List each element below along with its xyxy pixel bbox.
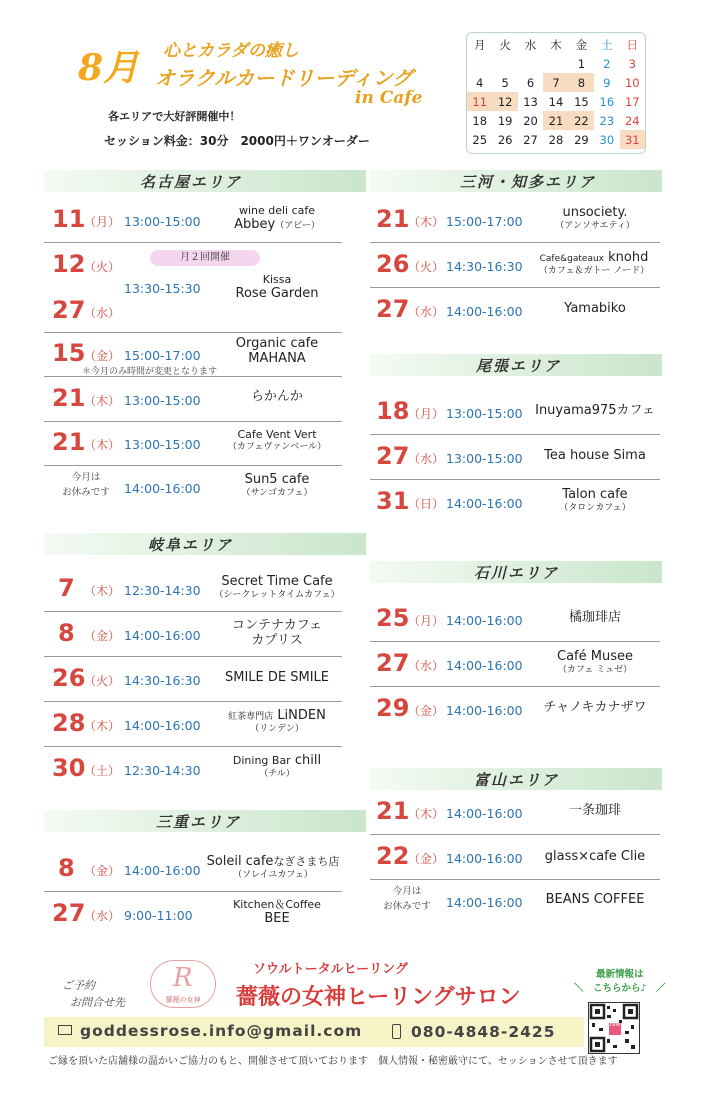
date-number: 21 <box>52 384 86 412</box>
venue <box>530 302 660 317</box>
phone-number[interactable]: 080-4848-2425 <box>411 1023 556 1041</box>
schedule-row <box>44 893 342 937</box>
cal-day: 7 <box>543 73 568 92</box>
section-ishikawa <box>370 561 662 583</box>
section-title: 尾張エリア <box>476 357 562 375</box>
venue <box>212 390 342 405</box>
venue <box>212 754 342 779</box>
cal-day <box>518 54 543 73</box>
schedule-row <box>44 703 342 747</box>
off-note <box>372 884 442 914</box>
time-range: 13:00-15:00 <box>124 214 201 229</box>
venue-kana: （カフェ ミュゼ） <box>557 664 633 675</box>
date-number: 21 <box>52 428 86 456</box>
cal-day: 15 <box>574 94 589 109</box>
soul-healing-label: ソウルトータルヒーリング <box>253 962 408 977</box>
venue-name: knohd <box>608 250 649 265</box>
time-range: 14:00-16:00 <box>446 851 523 866</box>
cal-day: 11 <box>467 92 492 111</box>
schedule-row <box>44 748 342 792</box>
venue-kana: （カフェ＆ガトー ノード） <box>538 265 650 276</box>
venue <box>530 893 660 908</box>
phone-contact[interactable] <box>392 1022 556 1041</box>
venue-kana: （シークレットタイムカフェ） <box>214 589 340 600</box>
venue <box>530 850 660 865</box>
weekday: （水） <box>408 305 445 319</box>
subtitle-price: セッション料金：30分 2000円＋ワンオーダー <box>104 134 370 148</box>
latest-line: ＼ こちらから♪ ／ <box>574 983 666 995</box>
cal-day: 17 <box>624 94 640 109</box>
venue <box>530 404 660 419</box>
time-range: 14:30-16:30 <box>124 673 201 688</box>
venue-line: wine deli cafe <box>238 204 316 217</box>
venue-kana: （アビー） <box>275 220 320 231</box>
venue-name: LiNDEN <box>277 708 326 723</box>
venue-name: カプリス <box>251 632 303 648</box>
venue <box>530 488 660 513</box>
schedule-row <box>370 598 660 642</box>
schedule-row <box>370 791 660 835</box>
weekday: （日） <box>408 497 445 511</box>
time-range: 14:00-16:00 <box>446 895 523 910</box>
date-number: 15 <box>52 339 86 367</box>
venue-name: chill <box>294 753 322 768</box>
section-title: 名古屋エリア <box>140 173 243 191</box>
cal-day: 27 <box>523 132 538 147</box>
cal-day: 8 <box>569 73 594 92</box>
time-range: 13:30-15:30 <box>124 281 201 296</box>
time-range: 15:00-17:00 <box>446 214 523 229</box>
venue-name: Rose Garden <box>235 285 319 301</box>
venue-line: Kitchen＆Coffee <box>233 898 321 911</box>
weekday: （木） <box>84 394 121 408</box>
cal-dow: 金 <box>575 37 588 52</box>
section-title: 三河・知多エリア <box>460 173 597 191</box>
venue-line: コンテナカフェ <box>231 618 323 633</box>
date-number: 11 <box>52 205 86 233</box>
date-number: 28 <box>52 709 86 737</box>
venue-kana: （ソレイユカフェ） <box>233 869 313 880</box>
weekday: （水） <box>408 452 445 466</box>
section-mikawa-chita <box>370 170 662 192</box>
weekday: （金） <box>84 864 121 878</box>
logo-r: R <box>173 963 193 993</box>
cal-day: 24 <box>624 113 640 128</box>
time-range: 14:00-16:00 <box>124 628 201 643</box>
venue-name: unsociety. <box>562 205 628 220</box>
cal-day: 16 <box>599 94 615 109</box>
off-note <box>48 470 124 500</box>
cal-day: 6 <box>526 75 535 90</box>
schedule-row <box>44 244 342 333</box>
cal-dow: 木 <box>550 37 562 52</box>
off-note-line: お休みです <box>383 901 431 913</box>
venue-name: Abbey <box>234 216 276 232</box>
time-range: 15:00-17:00 <box>124 348 201 363</box>
cal-day: 30 <box>599 132 615 147</box>
venue-name: BEE <box>264 910 290 926</box>
email-address[interactable]: goddessrose.info@gmail.com <box>80 1022 363 1040</box>
reservation-label <box>62 978 125 1011</box>
cal-day: 2 <box>603 56 611 71</box>
venue-name: Sun5 cafe <box>244 472 310 487</box>
weekday: （月） <box>84 215 121 229</box>
schedule-row <box>370 880 660 924</box>
venue-name: Cafe Vent Vert <box>237 428 317 441</box>
schedule-row <box>370 289 660 333</box>
schedule-row <box>370 436 660 480</box>
venue <box>212 473 342 498</box>
weekday: （水） <box>84 909 121 923</box>
weekday: （木） <box>84 719 121 733</box>
schedule-row <box>370 688 660 732</box>
time-range: 14:00-16:00 <box>446 658 523 673</box>
cal-day: 12 <box>492 92 517 111</box>
date-number: 8 <box>58 854 75 882</box>
schedule-row <box>370 643 660 687</box>
cal-day <box>467 54 492 73</box>
cal-day: 23 <box>599 113 615 128</box>
mail-icon <box>58 1025 72 1035</box>
weekday: （火） <box>84 674 121 688</box>
logo-text: 薔薇の女神 <box>165 996 201 1004</box>
schedule-row <box>44 658 342 702</box>
cal-day: 18 <box>472 113 488 128</box>
section-title: 富山エリア <box>474 771 560 789</box>
weekday: （月） <box>408 407 445 421</box>
weekday: （木） <box>84 438 121 452</box>
time-range: 14:00-16:00 <box>124 863 201 878</box>
weekday: （木） <box>84 584 121 598</box>
weekday: （水） <box>408 659 445 673</box>
venue-name: glass×cafe Clie <box>544 849 646 864</box>
venue-name: MAHANA <box>248 350 306 366</box>
cal-day: 22 <box>569 111 594 130</box>
latest-info <box>574 968 666 997</box>
cal-day: 28 <box>548 132 564 147</box>
weekday: （金） <box>408 704 445 718</box>
date-number: 21 <box>376 205 410 233</box>
schedule-row <box>44 613 342 657</box>
time-range: 12:30-14:30 <box>124 763 201 778</box>
cal-dow: 火 <box>499 37 511 52</box>
cal-day: 10 <box>624 75 640 90</box>
salon-name: 薔薇の女神ヒーリングサロン <box>236 984 521 1010</box>
venue-kana: （カフェヴァンベール） <box>227 441 327 452</box>
venue <box>530 701 660 716</box>
section-title: 三重エリア <box>156 813 242 831</box>
date-number: 22 <box>376 842 410 870</box>
date-number: 25 <box>376 604 410 632</box>
month-title: 8月 <box>78 47 140 89</box>
venue-name: らかんか <box>250 389 303 404</box>
schedule-row <box>370 391 660 435</box>
venue-kana: （チル） <box>259 768 295 779</box>
weekday: （金） <box>84 349 121 363</box>
venue-name: Talon cafe <box>562 487 628 502</box>
time-range: 13:00-15:00 <box>446 406 523 421</box>
section-mie <box>44 810 366 832</box>
cal-day: 31 <box>620 130 645 149</box>
cal-day: 14 <box>548 94 564 109</box>
time-range: 12:30-14:30 <box>124 583 201 598</box>
latest-line: 最新情報は <box>596 969 644 980</box>
time-range: 13:00-15:00 <box>446 451 523 466</box>
venue-kana: （サンゴカフェ） <box>241 487 313 498</box>
qr-code[interactable] <box>588 1002 640 1054</box>
cal-day: 5 <box>501 75 509 90</box>
schedule-row <box>370 199 660 243</box>
venue <box>212 274 342 302</box>
venue-kana: （リンデン） <box>250 723 304 734</box>
venue-name: Tea house Sima <box>544 448 646 463</box>
venue <box>530 650 660 675</box>
date-number: 26 <box>376 250 410 278</box>
cal-dow: 土 <box>601 37 613 52</box>
time-range: 14:00-16:00 <box>124 718 201 733</box>
cal-day: 19 <box>497 113 513 128</box>
time-range: 13:00-15:00 <box>124 437 201 452</box>
time-range: 9:00-11:00 <box>124 908 193 923</box>
cal-day: 25 <box>472 132 488 147</box>
time-range: 14:30-16:30 <box>446 259 523 274</box>
weekday: （木） <box>408 807 445 821</box>
qr-label: cafe <box>609 1022 621 1028</box>
cal-day: 21 <box>543 111 568 130</box>
cal-day: 9 <box>603 75 611 90</box>
section-gifu <box>44 533 366 555</box>
venue-name: Inuyama975カフェ <box>535 403 655 418</box>
weekday: （火） <box>84 260 121 274</box>
weekday: （金） <box>84 629 121 643</box>
venue-kana: （アンソサエティ） <box>555 220 635 231</box>
cal-day: 3 <box>628 56 636 71</box>
venue <box>212 205 342 233</box>
venue-prefix: Cafe&gateaux <box>539 254 604 264</box>
time-range: 14:00-16:00 <box>446 806 523 821</box>
salon-logo <box>150 960 216 1008</box>
venue-name: Yamabiko <box>564 301 626 316</box>
venue <box>530 206 660 231</box>
schedule-row <box>44 378 342 422</box>
phone-icon <box>392 1024 401 1039</box>
section-title: 石川エリア <box>474 564 560 582</box>
venue-name: 橘珈琲店 <box>568 610 621 625</box>
venue-name: チャノキカナザワ <box>543 700 647 715</box>
cal-day: 4 <box>476 75 484 90</box>
schedule-row <box>44 199 342 243</box>
time-range: 14:00-16:00 <box>446 304 523 319</box>
venue-name: 一条珈琲 <box>568 803 621 818</box>
time-range: 14:00-16:00 <box>446 496 523 511</box>
schedule-row <box>44 466 342 510</box>
schedule-row <box>370 836 660 880</box>
subtitle-popular: 各エリアで大好評開催中！ <box>108 110 241 123</box>
schedule-row <box>44 333 342 377</box>
date-number: 27 <box>376 442 410 470</box>
date-number: 12 <box>52 250 86 278</box>
date-number: 31 <box>376 487 410 515</box>
venue-line: Organic cafe <box>235 336 319 351</box>
off-note-line: お休みです <box>62 487 110 499</box>
date-number: 27 <box>376 295 410 323</box>
venue-name: SMILE DE SMILE <box>224 670 329 685</box>
time-range: 14:00-16:00 <box>446 703 523 718</box>
date-number: 26 <box>52 664 86 692</box>
title-line-3: in Cafe <box>355 88 423 108</box>
venue-name: Café Musee <box>557 649 633 664</box>
date-number: 7 <box>58 574 75 602</box>
section-toyama <box>370 768 662 790</box>
venue-kana: （タロンカフェ） <box>559 502 631 513</box>
calendar <box>466 32 646 154</box>
schedule-row <box>370 244 660 288</box>
weekday: （火） <box>408 260 445 274</box>
date-number: 27 <box>376 649 410 677</box>
weekday: （木） <box>408 215 445 229</box>
venue <box>204 855 342 880</box>
time-range: 14:00-16:00 <box>124 481 201 496</box>
venue <box>212 899 342 927</box>
cal-day <box>492 54 517 73</box>
schedule-row <box>44 568 342 612</box>
cal-day <box>543 54 568 73</box>
date-number: 18 <box>376 397 410 425</box>
venue-prefix: 紅茶専門店 <box>228 712 274 722</box>
venue <box>212 337 342 367</box>
time-range: 13:00-15:00 <box>124 393 201 408</box>
venue-name: BEANS COFFEE <box>545 892 645 907</box>
weekday: （金） <box>408 852 445 866</box>
venue-name: Secret Time Cafe <box>221 574 333 589</box>
venue <box>530 804 660 819</box>
twice-monthly-badge: 月２回開催 <box>150 250 260 266</box>
schedule-row <box>370 481 660 525</box>
venue <box>212 709 342 734</box>
cal-dow: 水 <box>524 37 537 52</box>
reservation-line: お問合せ先 <box>70 995 125 1009</box>
qr-pattern <box>589 1003 639 1053</box>
schedule-row <box>44 422 342 466</box>
weekday: （水） <box>84 306 121 320</box>
cal-day: 20 <box>523 113 538 128</box>
time-range: 14:00-16:00 <box>446 613 523 628</box>
title-line-1: 心とカラダの癒し <box>163 41 299 61</box>
section-title: 岐阜エリア <box>148 536 234 554</box>
cal-dow: 日 <box>626 37 639 52</box>
footer-note: ご縁を頂いた店舗様の温かいご協力のもと、開催させて頂いております 個人情報・秘密厳守にて、セッションさせて頂きます <box>48 1056 618 1067</box>
date-number: 30 <box>52 754 86 782</box>
time-change-note: ＊今月のみ時間が変更となります <box>82 367 218 377</box>
cal-day: 26 <box>497 132 513 147</box>
date-number: 8 <box>58 619 75 647</box>
weekday: （月） <box>408 614 445 628</box>
off-note-line: 今月は <box>392 886 422 897</box>
venue <box>212 671 342 686</box>
venue <box>212 619 342 649</box>
cal-dow: 月 <box>473 37 486 52</box>
date-number: 27 <box>52 899 86 927</box>
venue <box>212 429 342 452</box>
venue-branch: なぎさまち店 <box>273 855 340 868</box>
title-line-2: オラクルカードリーディング <box>155 66 413 90</box>
venue <box>528 251 660 276</box>
section-owari <box>370 354 662 376</box>
weekday: （土） <box>84 764 121 778</box>
venue <box>530 611 660 626</box>
off-note-line: 今月は <box>71 472 101 483</box>
cal-day: 13 <box>523 94 538 109</box>
venue-name: Soleil cafe <box>206 854 274 869</box>
email-contact[interactable] <box>58 1022 362 1040</box>
venue <box>530 449 660 464</box>
schedule-row <box>44 848 342 892</box>
section-nagoya <box>44 170 366 192</box>
date-number: 29 <box>376 694 410 722</box>
date-number: 27 <box>52 296 86 324</box>
venue <box>212 575 342 600</box>
cal-day: 29 <box>574 132 589 147</box>
venue-prefix: Dining Bar <box>232 754 291 767</box>
reservation-line: ご予約 <box>62 979 95 992</box>
date-number: 21 <box>376 797 410 825</box>
cal-day: 1 <box>577 56 586 71</box>
venue-line: Kissa <box>262 273 292 286</box>
